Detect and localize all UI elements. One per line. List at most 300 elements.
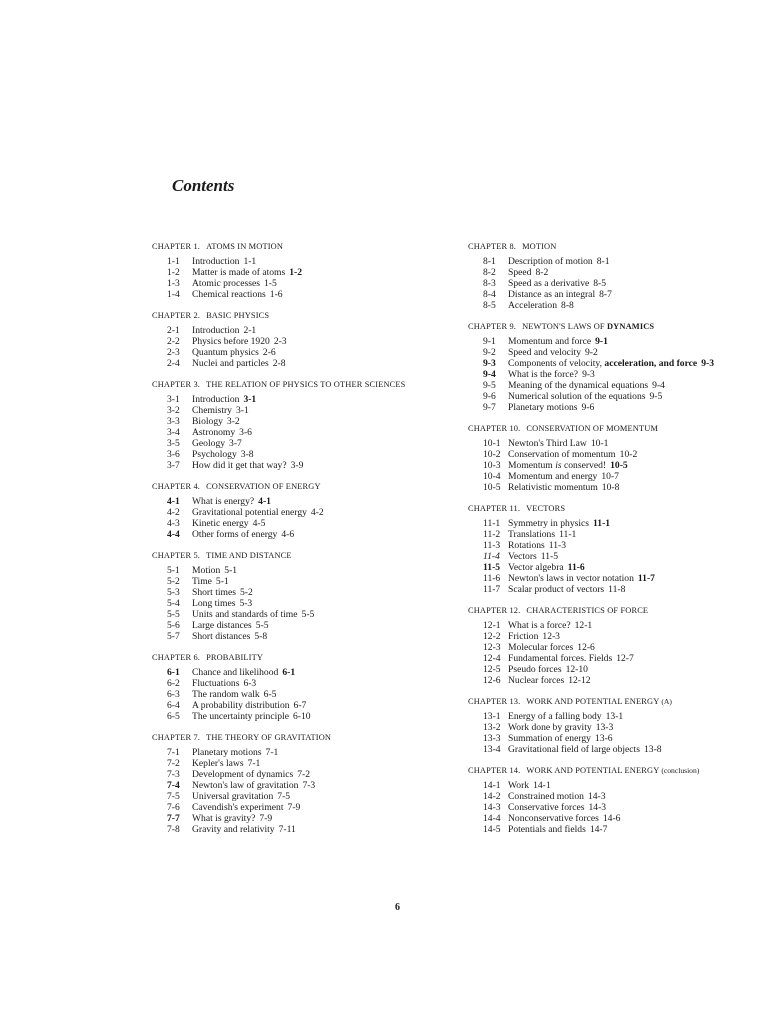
section-body [192,325,256,336]
section-entry [483,744,768,755]
section-body [508,358,714,369]
section-entry [483,336,768,347]
section-number: 9-7 [483,402,496,413]
page-reference: 12-10 [565,664,588,675]
section-number: 6-3 [167,689,180,700]
section-body [192,438,242,449]
section-body [192,791,290,802]
chapter-block [152,241,452,300]
section-number: 14-5 [483,824,501,835]
section-title: Planetary motions [192,747,262,758]
section-title: Cavendish's experiment [192,802,284,813]
section-body [192,336,287,347]
section-body [508,391,662,402]
section-entry [167,256,452,267]
chapter-number: 1. [193,242,201,251]
section-title: What is energy? [192,496,255,507]
chapter-heading [468,321,768,332]
page-reference: 11-3 [548,540,567,551]
section-body [192,609,314,620]
chapter-note: (A) [661,697,672,706]
section-body [508,460,628,471]
page-reference: 3-8 [240,449,254,460]
section-list [167,565,452,642]
page-reference: 14-3 [588,802,607,813]
section-number: 3-3 [167,416,180,427]
section-body [508,380,665,391]
chapter-block [468,503,768,595]
section-number: 7-8 [167,824,180,835]
section-title: Momentum and energy [508,471,598,482]
section-body [508,300,574,311]
section-entry [483,358,768,369]
chapter-note: (conclusion) [661,766,700,775]
section-body [508,653,634,664]
chapter-block [152,379,452,471]
section-number: 12-3 [483,642,501,653]
section-body [192,780,315,791]
chapter-block [468,321,768,413]
section-body [192,347,276,358]
section-number: 9-2 [483,347,496,358]
section-entry [167,496,452,507]
section-title: How did it get that way? [192,460,287,471]
section-number: 10-3 [483,460,501,471]
section-entry [483,722,768,733]
section-number: 14-3 [483,802,501,813]
section-number: 9-5 [483,380,496,391]
section-entry [483,482,768,493]
section-entry [483,380,768,391]
section-body [192,769,310,780]
section-number: 6-4 [167,700,180,711]
section-number: 7-4 [167,780,180,791]
section-body [192,667,295,678]
section-body [192,278,277,289]
section-title: Gravitational field of large objects [508,744,640,755]
section-list [167,667,452,722]
section-title: Conservation of momentum [508,449,616,460]
section-body [192,747,278,758]
section-number: 5-7 [167,631,180,642]
page-reference: 4-1 [258,496,271,507]
section-number: 10-5 [483,482,501,493]
chapter-label: CHAPTER [468,697,508,706]
page-reference: 10-7 [601,471,619,482]
section-entry [167,802,452,813]
page-reference: 7-11 [278,824,296,835]
page-reference: 8-2 [535,267,549,278]
section-entry [167,460,452,471]
section-number: 4-3 [167,518,180,529]
section-body [508,722,613,733]
section-entry [483,402,768,413]
section-body [192,289,283,300]
section-list [167,496,452,540]
section-title: Friction [508,631,539,642]
section-body [508,813,620,824]
page-reference: 11-7 [637,573,655,584]
section-body [508,711,623,722]
page-reference: 9-3 [701,358,714,369]
section-body [192,394,256,405]
chapter-block [468,423,768,493]
chapter-title: NEWTON'S LAWS OF [522,322,605,331]
section-number: 8-5 [483,300,496,311]
section-body [192,700,306,711]
chapter-heading [152,732,452,743]
page-reference: 10-5 [610,460,628,471]
chapter-number: 9. [509,322,517,331]
section-entry [167,667,452,678]
page-reference: 7-3 [302,780,316,791]
section-number: 14-4 [483,813,501,824]
section-list [483,780,768,835]
section-title: Speed and velocity [508,347,581,358]
section-body [508,642,595,653]
chapter-label: CHAPTER [152,551,192,560]
section-title: Nuclei and particles [192,358,269,369]
section-title: Other forms of energy [192,529,278,540]
chapter-heading [152,310,452,321]
chapter-title: THE RELATION OF PHYSICS TO OTHER SCIENCES [206,380,406,389]
section-title: Momentum [508,460,553,471]
section-body [192,758,260,769]
section-title: Momentum and force [508,336,592,347]
toc-column-left [152,241,452,835]
section-entry [167,609,452,620]
section-number: 7-5 [167,791,180,802]
page-reference: 12-3 [542,631,560,642]
section-body [192,460,303,471]
section-body [192,416,240,427]
chapter-block [152,732,452,835]
chapter-label: CHAPTER [152,733,192,742]
page-reference: 10-2 [619,449,638,460]
section-list [483,336,768,413]
section-title: Short times [192,587,236,598]
section-title: Description of motion [508,256,593,267]
page-reference: 2-1 [243,325,257,336]
chapter-number: 6. [193,653,201,662]
section-entry [483,584,768,595]
section-title: Potentials and fields [508,824,586,835]
section-entry [167,769,452,780]
section-body [192,507,324,518]
section-list [483,711,768,755]
section-title: Short distances [192,631,251,642]
section-entry [483,551,768,562]
section-body [192,496,271,507]
section-body [508,573,655,584]
section-title: Development of dynamics [192,769,294,780]
page-reference: 2-6 [262,347,276,358]
page-reference: 11-1 [559,529,577,540]
chapter-title: THE THEORY OF GRAVITATION [206,733,332,742]
section-title: Fluctuations [192,678,240,689]
section-number: 12-1 [483,620,501,631]
section-number: 10-1 [483,438,501,449]
section-number: 2-2 [167,336,180,347]
section-entry [483,780,768,791]
chapter-number: 10. [509,424,521,433]
section-body [192,529,294,540]
section-title: Constrained motion [508,791,584,802]
section-title-italic: is [555,460,562,471]
page-reference: 11-5 [540,551,559,562]
page-reference: 5-1 [224,565,238,576]
section-entry [483,391,768,402]
section-list [167,256,452,300]
page-reference: 8-1 [596,256,610,267]
section-title: Atomic processes [192,278,260,289]
section-number: 4-2 [167,507,180,518]
section-entry [483,449,768,460]
section-number: 11-6 [483,573,501,584]
chapter-number: 7. [193,733,201,742]
section-title: Newton's law of gravitation [192,780,299,791]
section-list [167,325,452,369]
section-title: Psychology [192,449,237,460]
section-body [508,471,619,482]
page-reference: 12-7 [616,653,634,664]
section-title: Meaning of the dynamical equations [508,380,649,391]
section-body [192,802,300,813]
section-title: Energy of a falling body [508,711,602,722]
chapter-title: BASIC PHYSICS [206,311,270,320]
chapter-title: MOTION [522,242,557,251]
section-number: 6-5 [167,711,180,722]
page-reference: 3-2 [226,416,240,427]
section-number: 5-2 [167,576,180,587]
section-entry [483,267,768,278]
chapter-heading [468,696,768,707]
section-entry [167,278,452,289]
page-reference: 14-3 [587,791,606,802]
section-number: 5-1 [167,565,180,576]
section-entry [483,631,768,642]
section-body [508,482,619,493]
section-title: Scalar product of vectors [508,584,605,595]
page-reference: 4-5 [252,518,266,529]
section-title: Work done by gravity [508,722,592,733]
page-reference: 3-9 [290,460,304,471]
section-entry [483,664,768,675]
page-reference: 1-2 [289,267,303,278]
section-entry [167,507,452,518]
chapter-title: WORK AND POTENTIAL ENERGY [526,697,660,706]
section-body [192,620,269,631]
page-reference: 5-3 [239,598,253,609]
section-list [167,747,452,835]
section-number: 12-6 [483,675,501,686]
section-number: 11-1 [483,518,501,529]
section-body [508,256,610,267]
page-reference: 5-1 [215,576,229,587]
section-body [508,675,591,686]
section-number: 11-3 [483,540,501,551]
section-number: 3-4 [167,427,180,438]
chapter-block [152,310,452,369]
section-number: 13-4 [483,744,501,755]
page-reference: 7-1 [247,758,261,769]
page-number: 6 [395,902,400,913]
chapter-label: CHAPTER [152,311,192,320]
page-reference: 4-6 [281,529,295,540]
section-number: 11-5 [483,562,501,573]
section-title: Gravity and relativity [192,824,275,835]
chapter-number: 8. [509,242,517,251]
section-number: 4-4 [167,529,180,540]
section-body [508,744,662,755]
chapter-title: CONSERVATION OF ENERGY [206,482,321,491]
chapter-heading [152,379,452,390]
section-body [192,405,249,416]
section-title: Components of velocity, [508,358,602,369]
chapter-block [468,696,768,755]
page-reference: 9-6 [581,402,595,413]
section-title: Kepler's laws [192,758,244,769]
page-reference: 3-6 [239,427,252,438]
section-entry [167,813,452,824]
section-title: Large distances [192,620,252,631]
section-entry [167,791,452,802]
section-body [192,449,254,460]
page-reference: 12-12 [568,675,591,686]
section-title: Kinetic energy [192,518,249,529]
page-reference: 2-8 [272,358,286,369]
section-body [508,540,566,551]
section-entry [483,675,768,686]
page-reference: 8-8 [561,300,574,311]
section-number: 3-1 [167,394,180,405]
section-title: What is the force? [508,369,579,380]
section-body [508,631,560,642]
section-entry [167,289,452,300]
page-reference: 14-1 [533,780,551,791]
page-reference: 14-6 [602,813,621,824]
section-number: 5-5 [167,609,180,620]
chapter-number: 12. [509,606,521,615]
chapter-heading [152,550,452,561]
chapter-title: CHARACTERISTICS OF FORCE [526,606,649,615]
section-title: Motion [192,565,221,576]
section-body [508,267,548,278]
chapter-label: CHAPTER [468,606,508,615]
chapter-title: VECTORS [526,504,566,513]
section-body [192,565,237,576]
section-number: 14-2 [483,791,501,802]
section-entry [483,256,768,267]
chapter-label: CHAPTER [152,380,192,389]
section-entry [483,813,768,824]
section-number: 12-2 [483,631,501,642]
section-body [508,802,606,813]
section-entry [483,347,768,358]
section-entry [483,562,768,573]
section-title: Nonconservative forces [508,813,599,824]
section-entry [167,267,452,278]
section-title: Pseudo forces [508,664,562,675]
section-number: 2-4 [167,358,180,369]
section-title: Speed [508,267,532,278]
section-title: A probability distribution [192,700,290,711]
chapter-title: PROBABILITY [206,653,264,662]
section-number: 3-2 [167,405,180,416]
page-reference: 5-5 [255,620,269,631]
section-number: 13-2 [483,722,501,733]
section-entry [167,678,452,689]
page-reference: 1-5 [263,278,277,289]
section-body [508,824,607,835]
chapter-label: CHAPTER [468,242,508,251]
section-number: 5-3 [167,587,180,598]
section-entry [167,529,452,540]
chapter-block [152,481,452,540]
section-number: 6-2 [167,678,180,689]
section-entry [483,824,768,835]
section-entry [483,653,768,664]
section-entry [483,518,768,529]
section-body [508,664,588,675]
section-entry [483,278,768,289]
section-body [508,289,612,300]
section-body [192,576,229,587]
section-entry [167,700,452,711]
section-entry [167,518,452,529]
section-entry [167,565,452,576]
section-entry [167,347,452,358]
section-title: Numerical solution of the equations [508,391,646,402]
chapter-block [152,550,452,642]
page-reference: 2-3 [273,336,287,347]
section-number: 8-3 [483,278,496,289]
chapter-label: CHAPTER [468,766,508,775]
section-body [508,518,610,529]
page-reference: 12-6 [577,642,595,653]
section-title: Conservative forces [508,802,585,813]
section-entry [483,711,768,722]
section-list [483,438,768,493]
section-entry [167,325,452,336]
section-entry [483,642,768,653]
page-reference: 12-1 [574,620,593,631]
section-entry [483,289,768,300]
toc-column-right [468,241,768,835]
section-number: 8-4 [483,289,496,300]
chapter-heading [152,652,452,663]
section-number: 6-1 [167,667,180,678]
section-title: Chemistry [192,405,232,416]
section-entry [167,758,452,769]
chapter-label: CHAPTER [152,242,192,251]
section-number: 1-1 [167,256,180,267]
page-reference: 9-1 [595,336,608,347]
section-body [192,256,256,267]
page-reference: 8-5 [593,278,607,289]
page-reference: 3-1 [243,394,257,405]
section-number: 13-3 [483,733,501,744]
section-body [192,598,252,609]
chapter-number: 13. [509,697,521,706]
chapter-heading [152,241,452,252]
section-title: Newton's Third Law [508,438,587,449]
section-entry [483,791,768,802]
section-title: Work [508,780,530,791]
section-title: Distance as an integral [508,289,596,300]
section-number: 7-3 [167,769,180,780]
section-title: What is gravity? [192,813,256,824]
